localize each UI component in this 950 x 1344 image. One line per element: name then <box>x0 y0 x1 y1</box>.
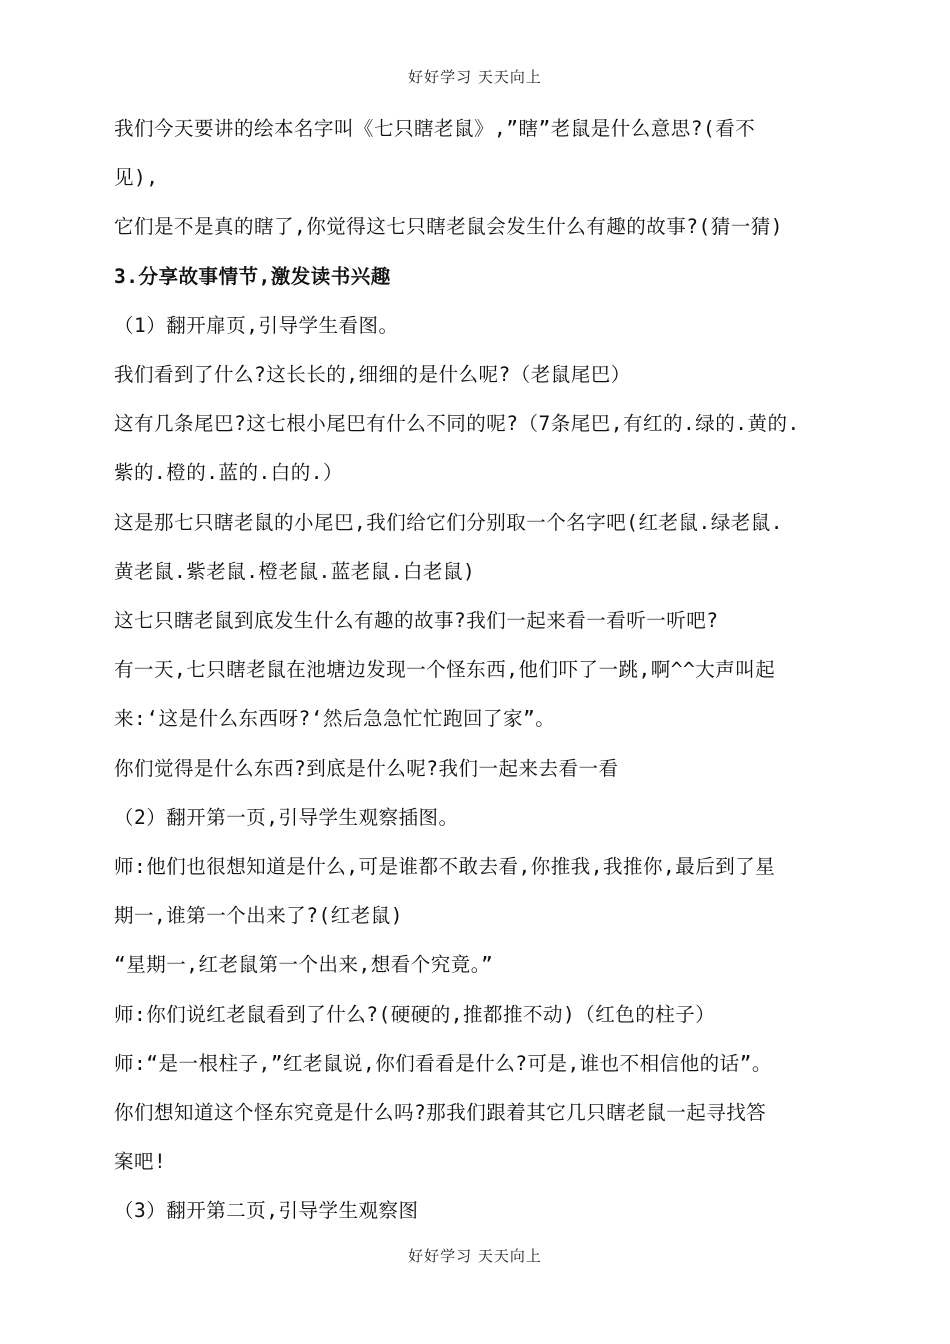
paragraph-line: 来:‘这是什么东西呀?‘然后急急忙忙跑回了家”。 <box>114 707 556 731</box>
document-body <box>114 104 874 1236</box>
paragraph-line: 案吧! <box>114 1150 167 1174</box>
paragraph-line: 见), <box>114 166 159 190</box>
paragraph-line: 有一天,七只瞎老鼠在池塘边发现一个怪东西,他们吓了一跳,啊^^大声叫起 <box>114 658 776 682</box>
paragraph-line: 黄老鼠.紫老鼠.橙老鼠.蓝老鼠.白老鼠) <box>114 559 476 583</box>
paragraph-line: 师:你们说红老鼠看到了什么?(硬硬的,推都推不动)（红色的柱子） <box>114 1002 716 1026</box>
paragraph-line: 我们看到了什么?这长长的,细细的是什么呢?（老鼠尾巴） <box>114 363 631 387</box>
paragraph-line: 你们想知道这个怪东究竟是什么吗?那我们跟着其它几只瞎老鼠一起寻找答 <box>114 1101 767 1125</box>
paragraph-line: 这是那七只瞎老鼠的小尾巴,我们给它们分别取一个名字吧(红老鼠.绿老鼠. <box>114 510 783 534</box>
paragraph-line: 我们今天要讲的绘本名字叫《七只瞎老鼠》,”瞎”老鼠是什么意思?(看不 <box>114 117 756 140</box>
paragraph-line: “星期一,红老鼠第一个出来,想看个究竟。” <box>114 953 494 977</box>
paragraph-line: 这有几条尾巴?这七根小尾巴有什么不同的呢?（7条尾巴,有红的.绿的.黄的. <box>114 412 800 436</box>
section-heading: 3.分享故事情节,激发读书兴趣 <box>114 264 391 288</box>
subsection-heading: （2）翻开第一页,引导学生观察插图。 <box>114 805 459 829</box>
paragraph-line: 它们是不是真的瞎了,你觉得这七只瞎老鼠会发生什么有趣的故事?(猜一猜) <box>114 215 783 239</box>
page-header: 好好学习 天天向上 <box>408 68 542 86</box>
paragraph-line: 你们觉得是什么东西?到底是什么呢?我们一起来去看一看 <box>114 756 619 780</box>
paragraph-line: 紫的.橙的.蓝的.白的.） <box>114 461 343 485</box>
subsection-heading: （3）翻开第二页,引导学生观察图 <box>114 1199 419 1223</box>
paragraph-line: 这七只瞎老鼠到底发生什么有趣的故事?我们一起来看一看听一听吧? <box>114 609 719 633</box>
subsection-heading: （1）翻开扉页,引导学生看图。 <box>114 313 399 337</box>
paragraph-line: 期一,谁第一个出来了?(红老鼠) <box>114 904 403 928</box>
paragraph-line: 师:他们也很想知道是什么,可是谁都不敢去看,你推我,我推你,最后到了星 <box>114 855 776 879</box>
paragraph-line: 师:“是一根柱子,”红老鼠说,你们看看是什么?可是,谁也不相信他的话”。 <box>114 1051 772 1075</box>
page-footer: 好好学习 天天向上 <box>408 1247 542 1265</box>
